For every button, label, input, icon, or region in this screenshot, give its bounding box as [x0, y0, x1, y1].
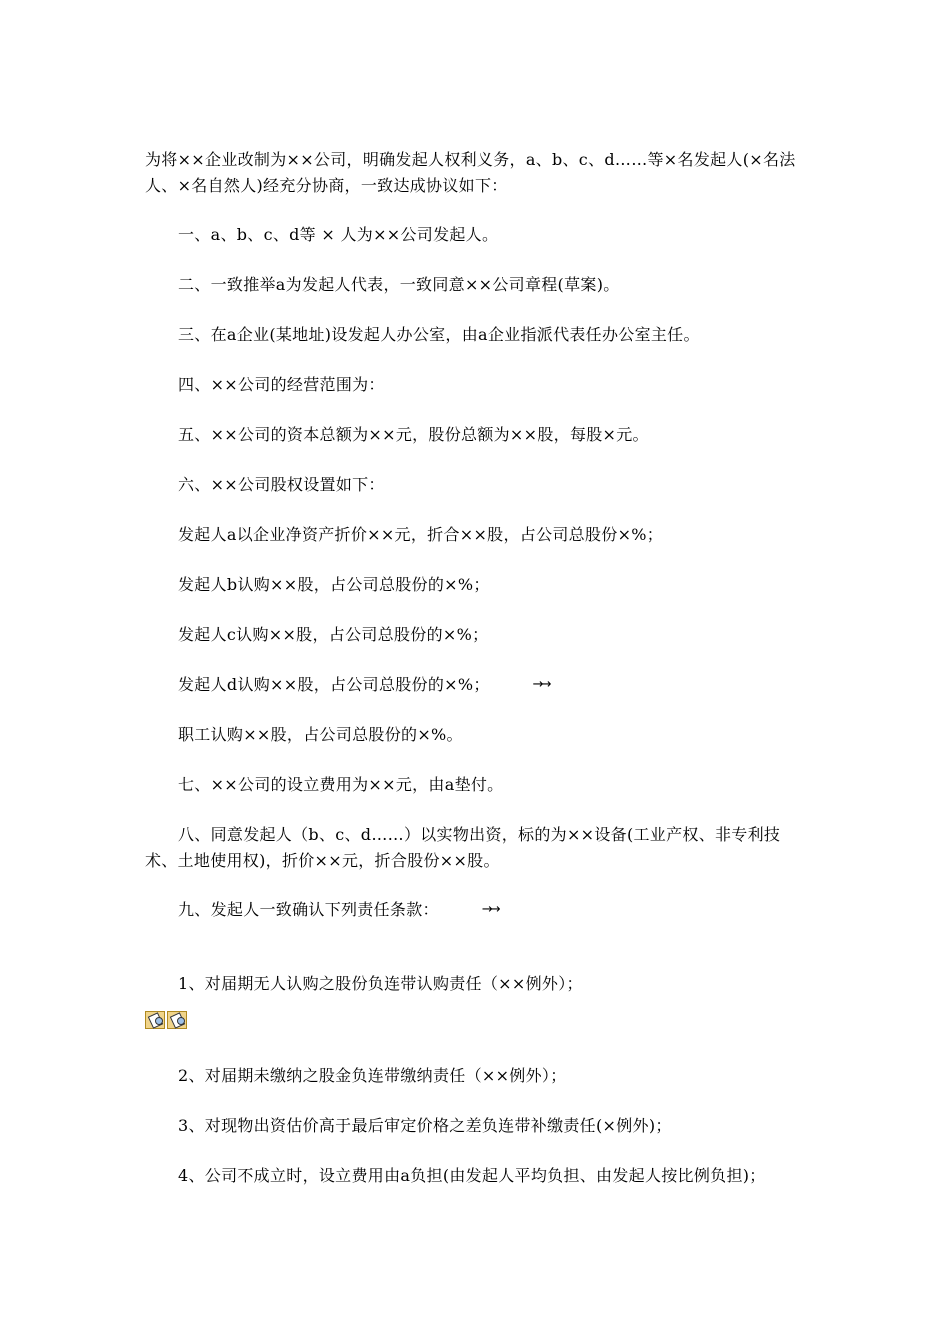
equity-line-b: 发起人b认购××股，占公司总股份的×%；: [178, 575, 490, 594]
arrow-icon: →→: [532, 677, 549, 692]
clause-2: 二、一致推举a为发起人代表，一致同意××公司章程(草案)。: [178, 275, 620, 294]
note-icon[interactable]: [145, 1011, 165, 1029]
clause-9: 九、发起人一致确认下列责任条款：: [178, 900, 439, 919]
intro-paragraph: 为将××企业改制为××公司，明确发起人权利义务，a、b、c、d……等×名发起人(×名法人、×名自然人)经充分协商，一致达成协议如下：: [145, 150, 796, 195]
note-icon[interactable]: [167, 1011, 187, 1029]
liability-1: 1、对届期无人认购之股份负连带认购责任（××例外）；: [178, 974, 583, 993]
clause-3: 三、在a企业(某地址)设发起人办公室，由a企业指派代表任办公室主任。: [178, 325, 700, 344]
liability-4: 4、公司不成立时，设立费用由a负担(由发起人平均负担、由发起人按比例负担)；: [178, 1166, 766, 1185]
arrow-icon: →→: [481, 902, 498, 917]
clause-5: 五、××公司的资本总额为××元，股份总额为××股，每股×元。: [178, 425, 649, 444]
liability-3: 3、对现物出资估价高于最后审定价格之差负连带补缴责任(×例外)；: [178, 1116, 672, 1135]
clause-6: 六、××公司股权设置如下：: [178, 475, 385, 494]
equity-line-d: 发起人d认购××股，占公司总股份的×%；: [178, 675, 490, 694]
liability-2: 2、对届期未缴纳之股金负连带缴纳责任（××例外）；: [178, 1066, 567, 1085]
clause-8: 八、同意发起人（b、c、d……）以实物出资，标的为××设备(工业产权、非专利技术、土地使用权)，折价××元，折合股份××股。: [145, 825, 781, 870]
equity-line-staff: 职工认购××股，占公司总股份的×%。: [178, 725, 463, 744]
equity-line-c: 发起人c认购××股，占公司总股份的×%；: [178, 625, 489, 644]
clause-1: 一、a、b、c、d等 × 人为××公司发起人。: [178, 225, 499, 244]
clause-9-row: [145, 897, 810, 923]
clause-4: 四、××公司的经营范围为：: [178, 375, 385, 394]
equity-line-d-row: [145, 672, 810, 698]
equity-line-a: 发起人a以企业净资产折价××元，折合××股，占公司总股份×%；: [178, 525, 664, 544]
clause-7: 七、××公司的设立费用为××元，由a垫付。: [178, 775, 504, 794]
embedded-icons: [145, 1011, 187, 1029]
